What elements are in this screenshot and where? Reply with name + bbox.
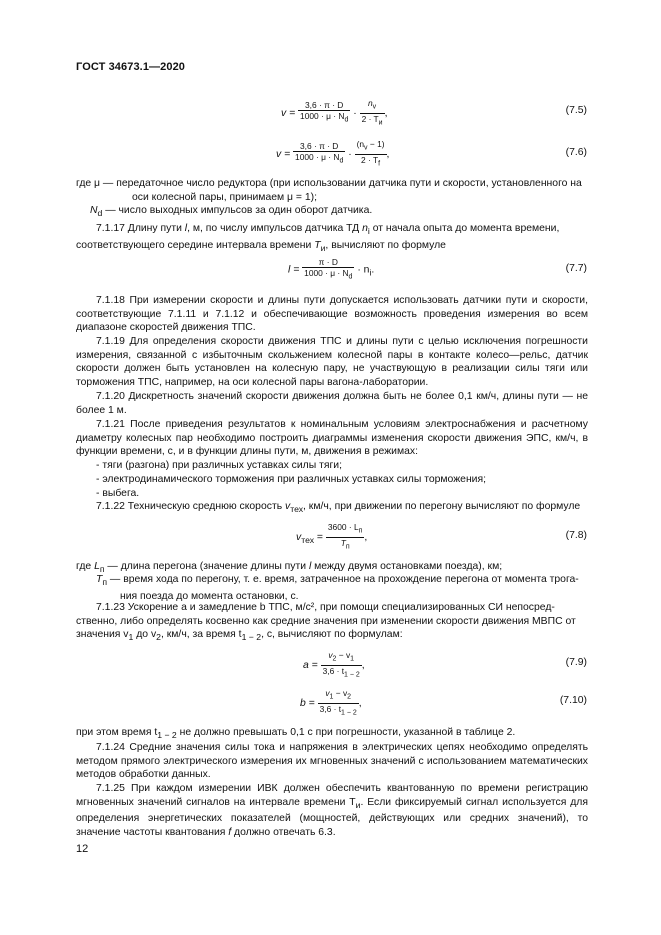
equation-7-6: v = $\frac{3,6 \cdot \pi \cdot D}{1000 \cdot \mu \cdot N_d}$ · $\frac{(n_v - 1)}{2 \cdot T_f}$ ,: [276, 139, 390, 168]
paragraph-7-1-19: 7.1.19 Для определения скорости движения ТПС и длины пути с целью исключения погрешности измерения, связанной с избыточным скольжением колесной пары в контакте колесо—рельс, датчик скорости должен быть установлен на колесную пару, не участвующую в реализации силы тяги или торможения ТПС, например, на оси колесной пары вагона-лаборатории.: [76, 336, 588, 388]
equation-number-7-5: (7.5): [565, 105, 587, 116]
equation-number-7-9: (7.9): [565, 657, 587, 668]
equation-7-8: $v_{тех}$ = $\frac{3600 \cdot L_п}{T_п}$ ,: [296, 522, 368, 551]
equation-number-7-7: (7.7): [565, 263, 587, 274]
equation-7-5: v = $\frac{3,6 \cdot \pi \cdot D}{1000 \cdot \mu \cdot N_d}$ · $\frac{n_v}{2 \cdot T_и}$ ,: [281, 98, 388, 127]
equation-7-7: l = $\frac{\pi \cdot D}{1000 \cdot \mu \cdot N_d}$ · $n_i$.: [288, 257, 375, 281]
list-item-traction: - тяги (разгона) при различных уставках силы тяги;: [96, 460, 342, 471]
paragraph-7-1-17: 7.1.17 Длину пути l, м, по числу импульсов датчика ТД $n_i$ от начала опыта до момента времени, соответствующего середине интервала времени $T_и$, вычисляют по формуле: [76, 223, 560, 253]
equation-number-7-8: (7.8): [565, 530, 587, 541]
paragraph-7-1-24: 7.1.24 Средние значения силы тока и напряжения в электрических цепях необходимо определять методом прямого электрического измерения их мгновенных значений с использованием математических методов обработки данных.: [76, 742, 588, 780]
paragraph-7-1-25: 7.1.25 При каждом измерении ИВК должен обеспечить квантованную по времени регистрацию мгновенных значений сигналов на интервале времени $T_и$. Если фиксируемый сигнал используется для определения энергетических показателей (мощностей, действующих или средних значений), то значение частоты квантования f должно отвечать 6.3.: [76, 783, 588, 838]
paragraph-7-1-23: 7.1.23 Ускорение a и замедление b ТПС, м/с², при помощи специализированных СИ непосред- ственно, либо определять косвенно как средние значения при изменении скорости движения МВПС от значения $v_1$ до $v_2$, км/ч, за время $t_{1 - 2}$, с, вычисляют по формулам:: [76, 602, 576, 643]
equation-7-9: a = $\frac{v_2 - v_1}{3,6 \cdot t_{1 - 2}}$ ,: [303, 650, 365, 679]
document-header: ГОСТ 34673.1—2020: [76, 61, 186, 73]
list-item-coasting: - выбега.: [96, 488, 140, 499]
where-L-definition: где $L_п$ — длина перегона (значение длины пути l между двумя остановками поезда), км;: [76, 561, 503, 575]
paragraph-7-1-21: 7.1.21 После приведения результатов к номинальным условиям электроснабжения и расчетному диаметру колесных пар необходимо построить диаграммы изменения скорости движения ЭПС, км/ч, в функции времени, с, и в функции длины пути, м, движения в режимах:: [76, 419, 588, 457]
nd-definition: $N_d$ — число выходных импульсов за один оборот датчика.: [90, 205, 373, 219]
page-number: 12: [76, 843, 89, 855]
list-item-braking: - электродинамического торможения при различных уставках силы торможения;: [96, 474, 487, 485]
paragraph-7-1-20: 7.1.20 Дискретность значений скорости движения должна быть не более 0,1 км/ч, длины пути — не более 1 м.: [76, 391, 588, 416]
equation-7-10: b = $\frac{v_1 - v_2}{3,6 \cdot t_{1 - 2}}$ ,: [300, 688, 362, 717]
where-mu-definition: где μ — передаточное число редуктора (при использовании датчика пути и скорости, установленного на оси колесной пары, принимаем μ = 1);: [76, 178, 582, 203]
equation-number-7-6: (7.6): [565, 147, 587, 158]
time-constraint-note: при этом время $t_{1 - 2}$ не должно превышать 0,1 с при погрешности, указанной в таблице 2.: [76, 727, 516, 741]
where-T-definition: $T_п$ — время хода по перегону, т. е. время, затраченное на прохождение перегона от момента трога- ния поезда до момента остановки, с.: [96, 574, 579, 602]
equation-number-7-10: (7.10): [559, 695, 587, 706]
paragraph-7-1-18: 7.1.18 При измерении скорости и длины пути допускается использовать датчики пути и скорости, соответствующие 7.1.11 и 7.1.12 и обеспечивающие возможность проведения измерения во всем диапазоне скоростей движения ТПС.: [76, 295, 588, 333]
paragraph-7-1-22: 7.1.22 Техническую среднюю скорость $v_{тех}$, км/ч, при движении по перегону вычисляют по формуле: [96, 501, 581, 515]
